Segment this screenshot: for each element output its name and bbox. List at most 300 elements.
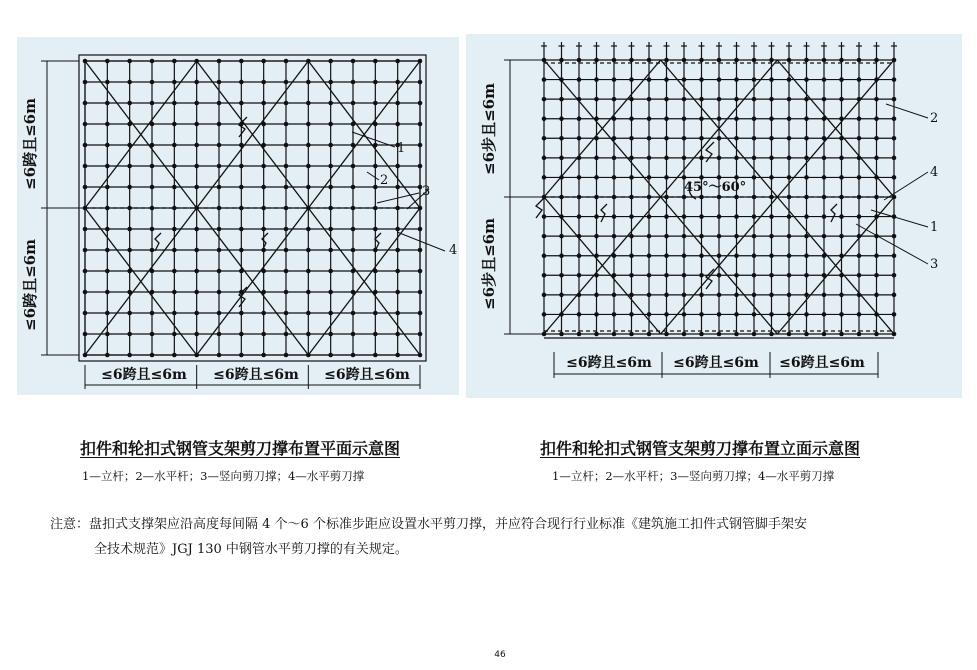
plan-node-4-12 bbox=[172, 311, 177, 316]
plan-node-15-11 bbox=[418, 290, 423, 295]
elevation-node-11-14 bbox=[734, 332, 739, 337]
plan-node-8-1 bbox=[261, 80, 266, 85]
elevation-break-mark-5 bbox=[831, 204, 837, 222]
elevation-node-9-14 bbox=[699, 332, 704, 337]
plan-node-12-2 bbox=[351, 101, 356, 106]
elevation-node-14-6 bbox=[787, 175, 792, 180]
elevation-node-1-4 bbox=[559, 136, 564, 141]
elevation-node-6-11 bbox=[647, 273, 652, 278]
plan-node-12-14 bbox=[351, 353, 356, 358]
elevation-node-14-1 bbox=[787, 77, 792, 82]
elevation-node-13-10 bbox=[769, 253, 774, 258]
plan-node-8-13 bbox=[261, 332, 266, 337]
plan-node-12-13 bbox=[351, 332, 356, 337]
elevation-span-label-bottom-2: ≤6跨且≤6m bbox=[673, 355, 759, 371]
plan-node-5-3 bbox=[194, 122, 199, 127]
elevation-node-8-13 bbox=[682, 312, 687, 317]
elevation-node-3-9 bbox=[594, 234, 599, 239]
elevation-node-12-6 bbox=[752, 175, 757, 180]
elevation-node-20-10 bbox=[892, 253, 897, 258]
elevation-node-14-3 bbox=[787, 116, 792, 121]
plan-node-10-1 bbox=[306, 80, 311, 85]
elevation-node-6-9 bbox=[647, 234, 652, 239]
elevation-node-17-6 bbox=[839, 175, 844, 180]
plan-node-14-11 bbox=[395, 290, 400, 295]
plan-node-9-3 bbox=[284, 122, 289, 127]
plan-node-13-0 bbox=[373, 59, 378, 64]
plan-node-7-8 bbox=[239, 227, 244, 232]
plan-node-14-12 bbox=[395, 311, 400, 316]
elevation-node-13-1 bbox=[769, 77, 774, 82]
elevation-node-15-4 bbox=[804, 136, 809, 141]
plan-span-label-bottom-3: ≤6跨且≤6m bbox=[324, 367, 410, 383]
elevation-node-11-9 bbox=[734, 234, 739, 239]
elevation-node-11-0 bbox=[734, 58, 739, 63]
elevation-node-8-0 bbox=[682, 58, 687, 63]
elevation-node-5-0 bbox=[629, 58, 634, 63]
elevation-callout-4: 4 bbox=[930, 165, 939, 180]
elevation-node-15-12 bbox=[804, 293, 809, 298]
plan-node-13-12 bbox=[373, 311, 378, 316]
plan-node-6-8 bbox=[217, 227, 222, 232]
plan-node-13-5 bbox=[373, 164, 378, 169]
plan-node-15-5 bbox=[418, 164, 423, 169]
elevation-node-0-1 bbox=[542, 77, 547, 82]
plan-node-5-4 bbox=[194, 143, 199, 148]
elevation-node-19-3 bbox=[874, 116, 879, 121]
plan-node-4-0 bbox=[172, 59, 177, 64]
elevation-step-label-top: ≤6步且≤6m bbox=[480, 83, 498, 175]
elevation-node-2-1 bbox=[577, 77, 582, 82]
plan-node-6-5 bbox=[217, 164, 222, 169]
elevation-node-9-12 bbox=[699, 293, 704, 298]
elevation-node-10-11 bbox=[717, 273, 722, 278]
elevation-node-0-10 bbox=[542, 253, 547, 258]
plan-node-15-1 bbox=[418, 80, 423, 85]
plan-node-10-11 bbox=[306, 290, 311, 295]
plan-node-6-9 bbox=[217, 248, 222, 253]
plan-break-mark-3 bbox=[155, 233, 161, 251]
plan-node-2-1 bbox=[127, 80, 132, 85]
plan-node-9-11 bbox=[284, 290, 289, 295]
plan-node-8-0 bbox=[261, 59, 266, 64]
elevation-node-19-0 bbox=[874, 58, 879, 63]
elevation-node-7-6 bbox=[664, 175, 669, 180]
plan-diagram-panel bbox=[17, 37, 459, 395]
elevation-node-18-8 bbox=[857, 214, 862, 219]
plan-node-14-3 bbox=[395, 122, 400, 127]
plan-node-7-0 bbox=[239, 59, 244, 64]
plan-node-6-1 bbox=[217, 80, 222, 85]
plan-node-11-2 bbox=[328, 101, 333, 106]
plan-node-5-11 bbox=[194, 290, 199, 295]
elevation-node-11-2 bbox=[734, 97, 739, 102]
plan-span-label-bottom-1: ≤6跨且≤6m bbox=[101, 367, 187, 383]
plan-node-6-3 bbox=[217, 122, 222, 127]
elevation-node-12-1 bbox=[752, 77, 757, 82]
elevation-angle-label: 45°～60° bbox=[684, 180, 747, 195]
elevation-node-20-13 bbox=[892, 312, 897, 317]
elevation-node-4-6 bbox=[612, 175, 617, 180]
plan-node-14-8 bbox=[395, 227, 400, 232]
plan-node-11-10 bbox=[328, 269, 333, 274]
elevation-node-4-14 bbox=[612, 332, 617, 337]
elevation-node-14-5 bbox=[787, 156, 792, 161]
elevation-node-16-5 bbox=[822, 156, 827, 161]
plan-node-0-8 bbox=[83, 227, 88, 232]
elevation-node-3-14 bbox=[594, 332, 599, 337]
plan-node-0-10 bbox=[83, 269, 88, 274]
plan-node-3-9 bbox=[150, 248, 155, 253]
elevation-node-20-9 bbox=[892, 234, 897, 239]
plan-node-4-5 bbox=[172, 164, 177, 169]
plan-node-6-10 bbox=[217, 269, 222, 274]
elevation-node-11-4 bbox=[734, 136, 739, 141]
elevation-span-label-bottom-3: ≤6跨且≤6m bbox=[779, 355, 865, 371]
plan-node-3-8 bbox=[150, 227, 155, 232]
plan-node-1-11 bbox=[105, 290, 110, 295]
plan-node-1-14 bbox=[105, 353, 110, 358]
plan-node-0-1 bbox=[83, 80, 88, 85]
elevation-node-16-12 bbox=[822, 293, 827, 298]
plan-node-2-8 bbox=[127, 227, 132, 232]
elevation-node-18-4 bbox=[857, 136, 862, 141]
elevation-node-14-4 bbox=[787, 136, 792, 141]
elevation-callout-2: 2 bbox=[930, 111, 939, 126]
elevation-node-12-4 bbox=[752, 136, 757, 141]
plan-node-1-4 bbox=[105, 143, 110, 148]
elevation-node-12-3 bbox=[752, 116, 757, 121]
plan-node-2-12 bbox=[127, 311, 132, 316]
elevation-node-12-2 bbox=[752, 97, 757, 102]
elevation-node-0-9 bbox=[542, 234, 547, 239]
elevation-node-10-4 bbox=[717, 136, 722, 141]
elevation-node-9-0 bbox=[699, 58, 704, 63]
elevation-node-0-12 bbox=[542, 293, 547, 298]
plan-node-4-14 bbox=[172, 353, 177, 358]
elevation-dimension-lines bbox=[504, 60, 928, 378]
elevation-node-12-8 bbox=[752, 214, 757, 219]
elevation-node-13-9 bbox=[769, 234, 774, 239]
plan-node-14-2 bbox=[395, 101, 400, 106]
elevation-node-5-14 bbox=[629, 332, 634, 337]
plan-node-0-6 bbox=[83, 185, 88, 190]
plan-node-3-12 bbox=[150, 311, 155, 316]
elevation-node-9-11 bbox=[699, 273, 704, 278]
elevation-node-15-11 bbox=[804, 273, 809, 278]
elevation-node-9-13 bbox=[699, 312, 704, 317]
plan-node-12-12 bbox=[351, 311, 356, 316]
plan-node-13-6 bbox=[373, 185, 378, 190]
plan-node-9-4 bbox=[284, 143, 289, 148]
elevation-node-15-14 bbox=[804, 332, 809, 337]
elevation-node-19-4 bbox=[874, 136, 879, 141]
plan-node-2-9 bbox=[127, 248, 132, 253]
elevation-node-8-12 bbox=[682, 293, 687, 298]
elevation-node-13-3 bbox=[769, 116, 774, 121]
elevation-node-13-8 bbox=[769, 214, 774, 219]
elevation-node-6-1 bbox=[647, 77, 652, 82]
elevation-node-3-13 bbox=[594, 312, 599, 317]
elevation-node-8-11 bbox=[682, 273, 687, 278]
elevation-node-16-1 bbox=[822, 77, 827, 82]
plan-node-1-0 bbox=[105, 59, 110, 64]
elevation-node-14-2 bbox=[787, 97, 792, 102]
elevation-node-0-2 bbox=[542, 97, 547, 102]
elevation-node-3-2 bbox=[594, 97, 599, 102]
plan-node-9-8 bbox=[284, 227, 289, 232]
elevation-node-10-13 bbox=[717, 312, 722, 317]
elevation-node-20-12 bbox=[892, 293, 897, 298]
elevation-callout-1: 1 bbox=[930, 220, 939, 235]
plan-node-13-8 bbox=[373, 227, 378, 232]
elevation-node-6-5 bbox=[647, 156, 652, 161]
plan-callout-3: 3 bbox=[422, 184, 431, 199]
elevation-node-4-13 bbox=[612, 312, 617, 317]
plan-node-15-9 bbox=[418, 248, 423, 253]
elevation-node-5-4 bbox=[629, 136, 634, 141]
elevation-node-8-4 bbox=[682, 136, 687, 141]
elevation-node-13-14 bbox=[769, 332, 774, 337]
plan-node-12-1 bbox=[351, 80, 356, 85]
plan-node-7-14 bbox=[239, 353, 244, 358]
elevation-node-14-14 bbox=[787, 332, 792, 337]
plan-node-3-6 bbox=[150, 185, 155, 190]
plan-node-6-11 bbox=[217, 290, 222, 295]
elevation-node-15-6 bbox=[804, 175, 809, 180]
elevation-caption: 扣件和轮扣式钢管支架剪刀撑布置立面示意图 bbox=[540, 439, 861, 458]
plan-dimension-lines bbox=[41, 61, 445, 389]
elevation-node-17-12 bbox=[839, 293, 844, 298]
elevation-node-16-8 bbox=[822, 214, 827, 219]
elevation-node-8-14 bbox=[682, 332, 687, 337]
note-line-1: 盘扣式支撑架应沿高度每间隔 4 个～6 个标准步距应设置水平剪刀撑，并应符合现行行业标准《建筑施工扣件式钢管脚手架安 bbox=[89, 517, 807, 532]
elevation-node-1-12 bbox=[559, 293, 564, 298]
elevation-node-2-11 bbox=[577, 273, 582, 278]
elevation-node-2-13 bbox=[577, 312, 582, 317]
elevation-node-18-13 bbox=[857, 312, 862, 317]
plan-node-4-3 bbox=[172, 122, 177, 127]
elevation-node-3-12 bbox=[594, 293, 599, 298]
elevation-node-20-11 bbox=[892, 273, 897, 278]
elevation-node-2-3 bbox=[577, 116, 582, 121]
elevation-node-6-2 bbox=[647, 97, 652, 102]
elevation-node-2-6 bbox=[577, 175, 582, 180]
plan-node-2-5 bbox=[127, 164, 132, 169]
elevation-node-7-9 bbox=[664, 234, 669, 239]
elevation-node-8-1 bbox=[682, 77, 687, 82]
elevation-node-6-10 bbox=[647, 253, 652, 258]
elevation-node-9-4 bbox=[699, 136, 704, 141]
elevation-node-12-14 bbox=[752, 332, 757, 337]
plan-node-10-13 bbox=[306, 332, 311, 337]
elevation-node-0-5 bbox=[542, 156, 547, 161]
plan-node-0-5 bbox=[83, 164, 88, 169]
plan-node-0-13 bbox=[83, 332, 88, 337]
plan-node-15-10 bbox=[418, 269, 423, 274]
plan-node-1-5 bbox=[105, 164, 110, 169]
elevation-node-2-0 bbox=[577, 58, 582, 63]
elevation-node-11-3 bbox=[734, 116, 739, 121]
plan-node-13-2 bbox=[373, 101, 378, 106]
elevation-node-1-9 bbox=[559, 234, 564, 239]
elevation-node-10-14 bbox=[717, 332, 722, 337]
elevation-node-10-5 bbox=[717, 156, 722, 161]
elevation-node-10-8 bbox=[717, 214, 722, 219]
elevation-leader-4 bbox=[884, 172, 928, 200]
plan-node-15-3 bbox=[418, 122, 423, 127]
plan-node-14-9 bbox=[395, 248, 400, 253]
elevation-node-8-3 bbox=[682, 116, 687, 121]
plan-node-3-14 bbox=[150, 353, 155, 358]
elevation-node-17-0 bbox=[839, 58, 844, 63]
elevation-node-5-9 bbox=[629, 234, 634, 239]
plan-node-1-8 bbox=[105, 227, 110, 232]
plan-node-7-6 bbox=[239, 185, 244, 190]
plan-node-4-11 bbox=[172, 290, 177, 295]
elevation-node-4-1 bbox=[612, 77, 617, 82]
elevation-node-13-2 bbox=[769, 97, 774, 102]
plan-node-4-10 bbox=[172, 269, 177, 274]
elevation-node-10-12 bbox=[717, 293, 722, 298]
elevation-node-1-5 bbox=[559, 156, 564, 161]
plan-node-7-9 bbox=[239, 248, 244, 253]
plan-leader-2 bbox=[367, 172, 379, 180]
plan-node-12-0 bbox=[351, 59, 356, 64]
plan-node-2-13 bbox=[127, 332, 132, 337]
elevation-node-7-12 bbox=[664, 293, 669, 298]
plan-node-8-8 bbox=[261, 227, 266, 232]
plan-node-13-1 bbox=[373, 80, 378, 85]
plan-node-14-13 bbox=[395, 332, 400, 337]
plan-node-6-14 bbox=[217, 353, 222, 358]
plan-node-2-14 bbox=[127, 353, 132, 358]
elevation-node-18-6 bbox=[857, 175, 862, 180]
elevation-node-15-8 bbox=[804, 214, 809, 219]
elevation-diagram bbox=[466, 34, 962, 398]
elevation-node-14-9 bbox=[787, 234, 792, 239]
elevation-node-15-3 bbox=[804, 116, 809, 121]
elevation-node-11-5 bbox=[734, 156, 739, 161]
elevation-node-3-0 bbox=[594, 58, 599, 63]
plan-break-mark-1 bbox=[239, 117, 247, 137]
elevation-node-7-11 bbox=[664, 273, 669, 278]
plan-node-4-2 bbox=[172, 101, 177, 106]
plan-node-14-14 bbox=[395, 353, 400, 358]
plan-node-9-13 bbox=[284, 332, 289, 337]
elevation-node-17-1 bbox=[839, 77, 844, 82]
plan-node-4-13 bbox=[172, 332, 177, 337]
elevation-node-12-5 bbox=[752, 156, 757, 161]
elevation-node-15-5 bbox=[804, 156, 809, 161]
elevation-node-11-12 bbox=[734, 293, 739, 298]
plan-span-label-left-top: ≤6跨且≤6m bbox=[21, 98, 39, 190]
plan-node-11-0 bbox=[328, 59, 333, 64]
elevation-node-20-4 bbox=[892, 136, 897, 141]
elevation-node-9-9 bbox=[699, 234, 704, 239]
plan-node-0-3 bbox=[83, 122, 88, 127]
plan-span-label-left-bottom: ≤6跨且≤6m bbox=[21, 239, 39, 331]
plan-node-5-2 bbox=[194, 101, 199, 106]
elevation-node-12-11 bbox=[752, 273, 757, 278]
elevation-node-4-0 bbox=[612, 58, 617, 63]
elevation-node-6-3 bbox=[647, 116, 652, 121]
plan-node-5-9 bbox=[194, 248, 199, 253]
plan-node-9-0 bbox=[284, 59, 289, 64]
plan-node-5-8 bbox=[194, 227, 199, 232]
plan-node-10-2 bbox=[306, 101, 311, 106]
elevation-leader-3 bbox=[856, 224, 928, 264]
elevation-node-7-2 bbox=[664, 97, 669, 102]
elevation-node-6-0 bbox=[647, 58, 652, 63]
elevation-node-18-14 bbox=[857, 332, 862, 337]
plan-node-10-4 bbox=[306, 143, 311, 148]
plan-node-15-8 bbox=[418, 227, 423, 232]
plan-node-6-0 bbox=[217, 59, 222, 64]
plan-node-2-6 bbox=[127, 185, 132, 190]
plan-node-3-0 bbox=[150, 59, 155, 64]
elevation-node-7-0 bbox=[664, 58, 669, 63]
elevation-node-8-5 bbox=[682, 156, 687, 161]
plan-node-9-6 bbox=[284, 185, 289, 190]
elevation-node-5-2 bbox=[629, 97, 634, 102]
plan-node-13-13 bbox=[373, 332, 378, 337]
elevation-node-11-1 bbox=[734, 77, 739, 82]
elevation-node-7-13 bbox=[664, 312, 669, 317]
elevation-node-16-0 bbox=[822, 58, 827, 63]
plan-node-1-1 bbox=[105, 80, 110, 85]
plan-node-11-11 bbox=[328, 290, 333, 295]
plan-node-7-5 bbox=[239, 164, 244, 169]
plan-callout-4: 4 bbox=[449, 243, 458, 258]
elevation-node-18-1 bbox=[857, 77, 862, 82]
plan-node-11-1 bbox=[328, 80, 333, 85]
elevation-node-5-6 bbox=[629, 175, 634, 180]
elevation-node-17-9 bbox=[839, 234, 844, 239]
elevation-node-4-2 bbox=[612, 97, 617, 102]
elevation-node-16-9 bbox=[822, 234, 827, 239]
plan-node-1-10 bbox=[105, 269, 110, 274]
plan-node-10-9 bbox=[306, 248, 311, 253]
plan-node-11-8 bbox=[328, 227, 333, 232]
elevation-node-20-5 bbox=[892, 156, 897, 161]
elevation-node-10-1 bbox=[717, 77, 722, 82]
elevation-node-9-8 bbox=[699, 214, 704, 219]
plan-node-11-4 bbox=[328, 143, 333, 148]
plan-node-9-14 bbox=[284, 353, 289, 358]
elevation-node-16-14 bbox=[822, 332, 827, 337]
elevation-node-5-1 bbox=[629, 77, 634, 82]
plan-node-5-6 bbox=[194, 185, 199, 190]
plan-node-6-2 bbox=[217, 101, 222, 106]
plan-node-8-2 bbox=[261, 101, 266, 106]
elevation-node-17-14 bbox=[839, 332, 844, 337]
plan-node-4-8 bbox=[172, 227, 177, 232]
plan-node-11-6 bbox=[328, 185, 333, 190]
elevation-node-5-3 bbox=[629, 116, 634, 121]
plan-node-10-5 bbox=[306, 164, 311, 169]
note-prefix: 注意： bbox=[50, 517, 90, 532]
plan-node-11-14 bbox=[328, 353, 333, 358]
plan-node-0-11 bbox=[83, 290, 88, 295]
plan-node-3-13 bbox=[150, 332, 155, 337]
elevation-node-6-6 bbox=[647, 175, 652, 180]
plan-node-9-1 bbox=[284, 80, 289, 85]
elevation-node-15-0 bbox=[804, 58, 809, 63]
elevation-break-mark-1 bbox=[706, 142, 714, 162]
elevation-node-3-5 bbox=[594, 156, 599, 161]
elevation-node-10-10 bbox=[717, 253, 722, 258]
